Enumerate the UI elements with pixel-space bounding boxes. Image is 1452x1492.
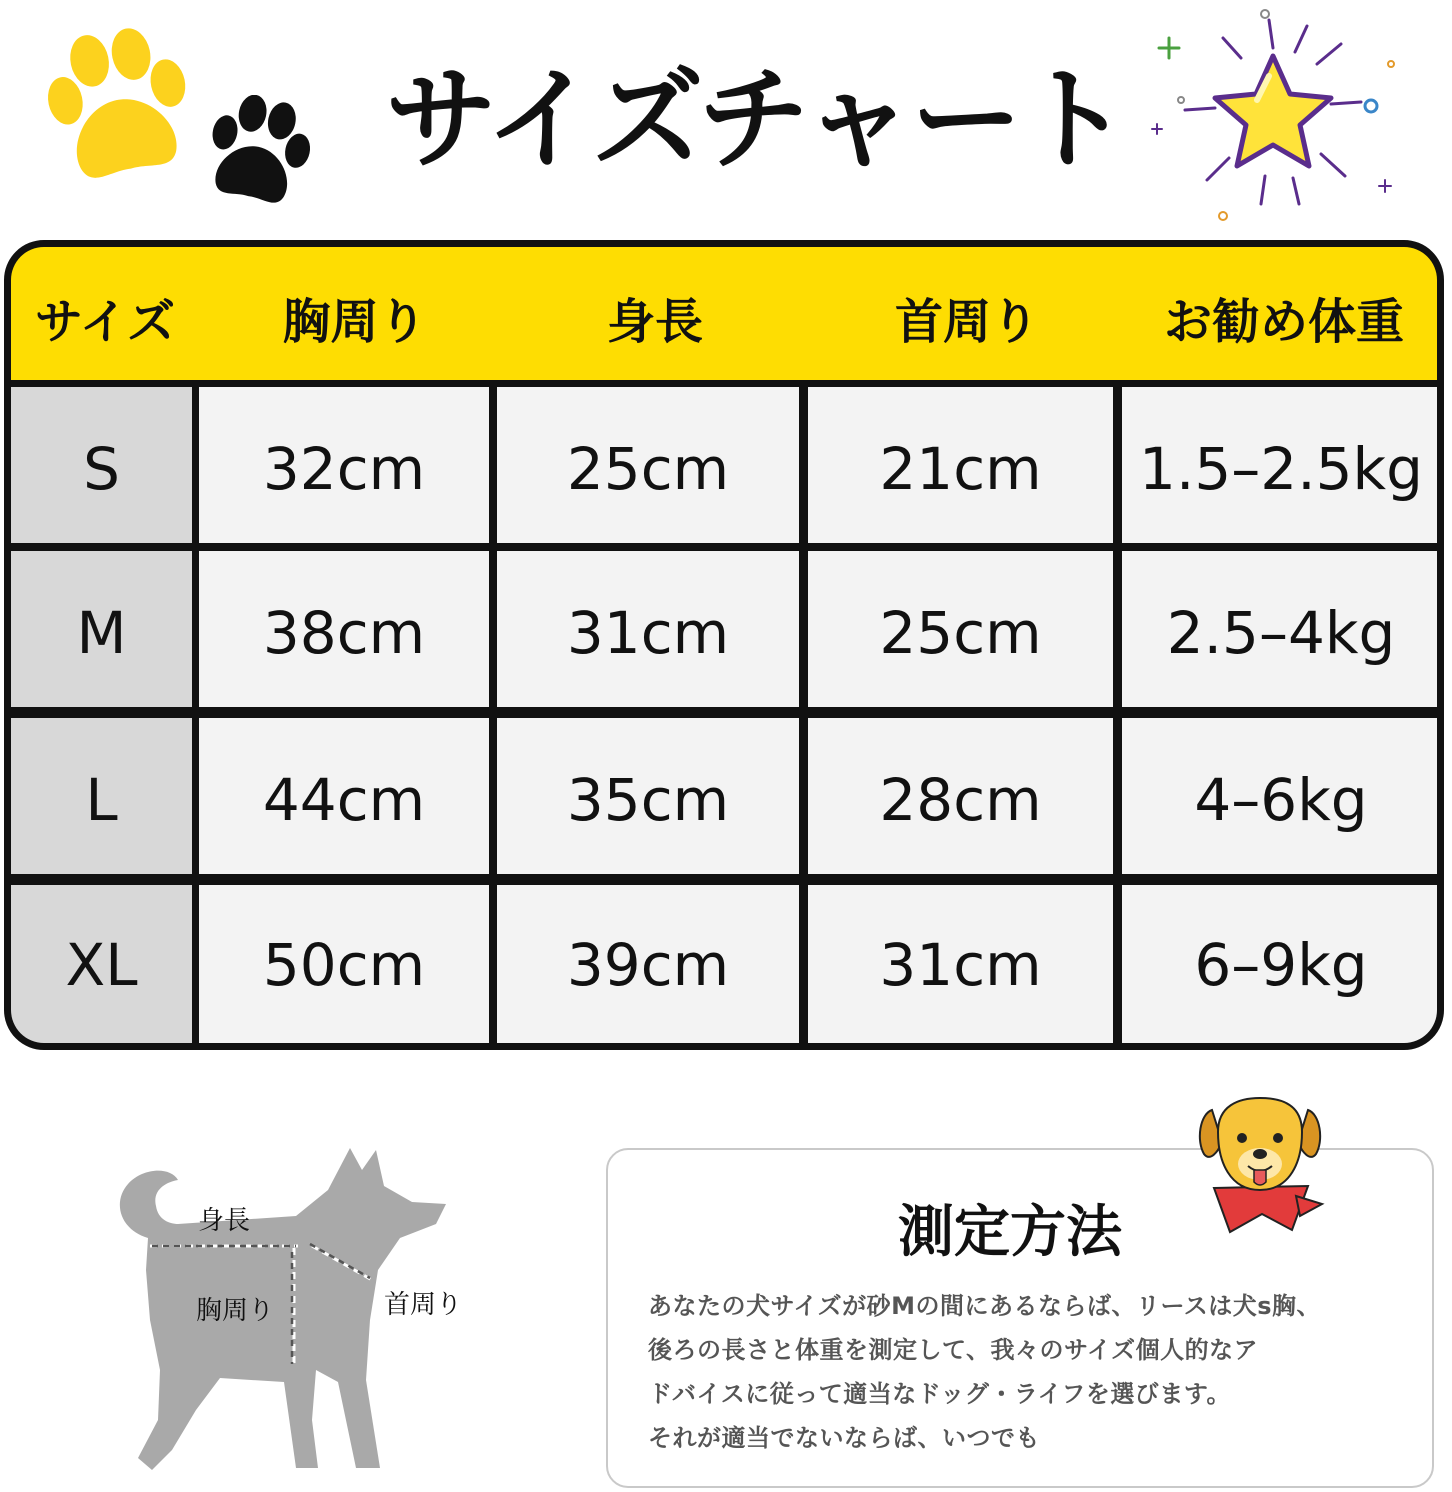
dog-face-icon [1196,1092,1326,1242]
table-cell-back-length: 31cm [497,551,799,707]
page-title: サイズチャート [385,55,1127,185]
table-cell-chest: 32cm [199,387,489,543]
measurement-text-line: それが適当でないならば、いつでも [648,1424,1040,1452]
header-chest: 胸周り [282,294,427,350]
table-cell-size: XL [11,885,192,1045]
table-cell-neck: 25cm [808,551,1113,707]
header-back-length: 身長 [606,294,703,350]
yellow-paw-icon [38,28,198,188]
table-cell-neck: 28cm [808,718,1113,874]
header-size: サイズ [34,294,176,350]
table-cell-back-length: 25cm [497,387,799,543]
chest-label: 胸周り [196,1296,275,1326]
size-chart-table [4,240,1444,1050]
table-cell-chest: 38cm [199,551,489,707]
measurement-text-line: ドバイスに従って適当なドッグ・ライフを選びます。 [648,1380,1231,1408]
table-cell-weight: 2.5–4kg [1122,551,1440,707]
table-header-row [11,247,1437,387]
table-cell-size: S [11,387,192,543]
table-cell-weight: 1.5–2.5kg [1122,387,1440,543]
star-icon [1145,8,1410,233]
black-paw-icon [200,95,315,210]
header-neck: 首周り [894,294,1039,350]
header-weight: お勧め体重 [1163,294,1404,350]
table-cell-chest: 50cm [199,885,489,1045]
measurement-text-line: 後ろの長さと体重を測定して、我々のサイズ個人的なア [648,1336,1259,1364]
table-cell-back-length: 39cm [497,885,799,1045]
measurement-title: 測定方法 [898,1200,1122,1265]
table-cell-neck: 21cm [808,387,1113,543]
table-cell-weight: 6–9kg [1122,885,1440,1045]
dog-measurement-diagram [100,1120,520,1480]
table-cell-size: L [11,718,192,874]
back-length-label: 身長 [198,1206,251,1236]
table-cell-neck: 31cm [808,885,1113,1045]
table-cell-size: M [11,551,192,707]
table-cell-weight: 4–6kg [1122,718,1440,874]
table-cell-back-length: 35cm [497,718,799,874]
measurement-text-line: あなたの犬サイズが砂Mの間にあるならば、リースは犬s胸、 [648,1292,1322,1320]
table-cell-chest: 44cm [199,718,489,874]
neck-label: 首周り [384,1290,463,1320]
